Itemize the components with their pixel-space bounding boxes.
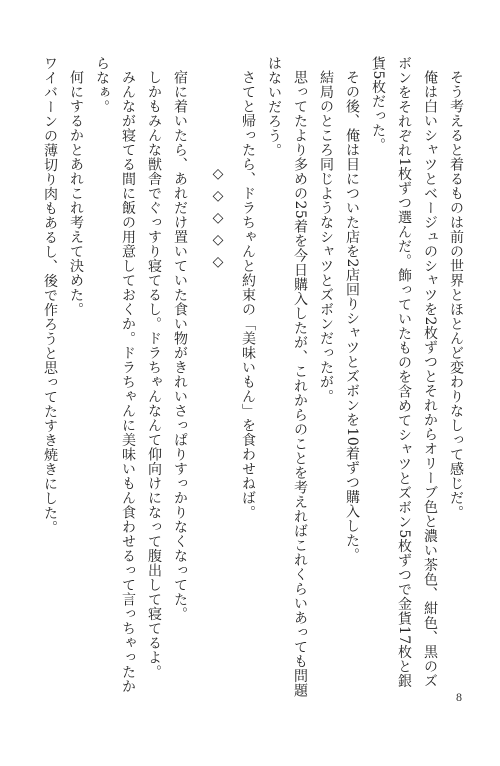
text-line: 俺は白いシャツとベージュのシャツを2枚ずつとそれからオリーブ色と濃い茶色、紺色、黒のズ (422, 70, 438, 689)
text-line: ワイバーンの薄切り肉もあるし、後で作ろうと思ってたすき焼きにした。 (42, 56, 58, 535)
text-line: 何にするかとあれこれ考えて決めた。 (68, 70, 84, 317)
text-line: そう考えると着るものは前の世界とほとんど変わりなしって感じだ。 (448, 70, 464, 520)
text-line: 思ってたより多めの25着を今日購入したが、これからのことを考えればこれくらいあっても問題 (292, 70, 308, 698)
text-line: らなぁ。 (94, 56, 110, 114)
text-line: 宿に着いたら、あれだけ置いていた食い物がきれいさっぱりすっかりなくなってた。 (172, 70, 188, 621)
text-line: 結局のところ同じようなシャツとズボンだったが。 (318, 70, 334, 404)
text-line: しかもみんな獣舎でぐっすり寝てるし。ドラちゃんなんて仰向けになって腹出して寝てるよ。 (146, 70, 162, 679)
text-line: ボンをそれぞれ1枚ずつ選んだ。飾っていたものを含めてシャツとズボン5枚ずつで金貨17枚と銀 (396, 56, 412, 689)
section-separator: ◇◇◇◇◇ (210, 166, 226, 276)
page-number: 8 (456, 690, 462, 704)
text-line: さてと帰ったら、ドラちゃんと約束の「美味いもん」を食わせねば。 (240, 70, 256, 520)
text-line: その後、俺は目についた店を2店回りシャツとズボンを10着ずつ購入した。 (344, 70, 360, 563)
text-line: みんなが寝てる間に飯の用意しておくか。ドラちゃんに美味いもん食わせるって言っちゃったか (120, 70, 136, 694)
text-line: はないだろう。 (266, 56, 282, 158)
text-line: 貨5枚だった。 (370, 56, 386, 153)
